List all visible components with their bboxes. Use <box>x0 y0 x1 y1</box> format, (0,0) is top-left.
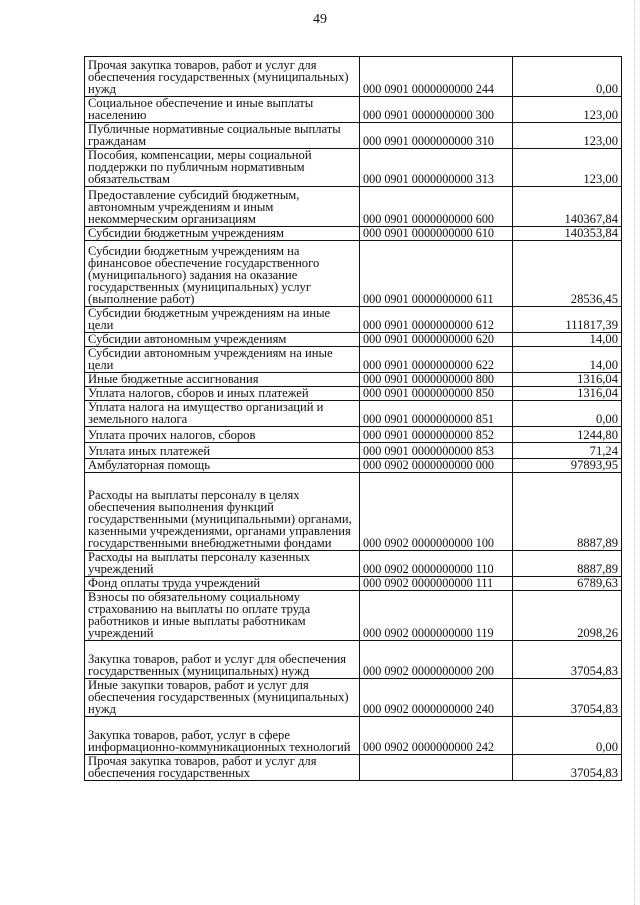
row-description-text: Фонд оплаты труда учреждений <box>88 576 261 590</box>
row-amount: 8887,89 <box>513 551 622 577</box>
table-row <box>85 459 622 473</box>
row-description-text: Субсидии бюджетным учреждениям на финансовое обеспечение государственного (муниципального) задания на оказание государственных (муниципальных) услуг (выполнение работ) <box>88 244 320 306</box>
row-description-text: Субсидии бюджетным учреждениям на иные цели <box>88 306 331 332</box>
row-description <box>85 679 360 717</box>
row-budget-code: 000 0901 0000000000 851 <box>360 401 513 427</box>
row-amount: 2098,26 <box>513 591 622 641</box>
row-amount: 123,00 <box>513 149 622 187</box>
row-budget-code: 000 0902 0000000000 100 <box>360 473 513 551</box>
row-amount: 8887,89 <box>513 473 622 551</box>
row-description <box>85 227 360 241</box>
row-budget-code: 000 0901 0000000000 850 <box>360 387 513 401</box>
row-description <box>85 443 360 459</box>
table-row <box>85 473 622 551</box>
row-description-text: Субсидии автономным учреждениям на иные цели <box>88 346 333 372</box>
scan-edge-line <box>634 0 636 905</box>
table-row <box>85 97 622 123</box>
row-description-text: Прочая закупка товаров, работ и услуг для обеспечения государственных <box>88 754 317 780</box>
row-description-text: Расходы на выплаты персоналу казенных учреждений <box>88 550 311 576</box>
row-description-text: Иные бюджетные ассигнования <box>88 372 259 386</box>
table-row <box>85 57 622 97</box>
row-description-text: Уплата налога на имущество организаций и земельного налога <box>88 400 324 426</box>
row-description <box>85 717 360 755</box>
row-description <box>85 241 360 307</box>
row-amount: 123,00 <box>513 97 622 123</box>
budget-table-body <box>85 57 622 781</box>
row-amount: 140367,84 <box>513 187 622 227</box>
row-description-text: Публичные нормативные социальные выплаты гражданам <box>88 122 341 148</box>
row-description-text: Иные закупки товаров, работ и услуг для обеспечения государственных (муниципальных) нужд <box>88 678 349 716</box>
table-row <box>85 241 622 307</box>
row-amount: 0,00 <box>513 717 622 755</box>
row-description-text: Уплата иных платежей <box>88 444 211 458</box>
row-description <box>85 591 360 641</box>
row-amount: 1316,04 <box>513 373 622 387</box>
row-description <box>85 551 360 577</box>
table-row <box>85 755 622 781</box>
row-budget-code: 000 0902 0000000000 240 <box>360 679 513 717</box>
row-budget-code: 000 0901 0000000000 610 <box>360 227 513 241</box>
table-row <box>85 717 622 755</box>
table-row <box>85 149 622 187</box>
row-amount: 37054,83 <box>513 755 622 781</box>
row-description <box>85 577 360 591</box>
row-budget-code: 000 0901 0000000000 300 <box>360 97 513 123</box>
row-description-text: Пособия, компенсации, меры социальной поддержки по публичным нормативным обязательствам <box>88 148 312 186</box>
row-description <box>85 641 360 679</box>
row-budget-code: 000 0901 0000000000 310 <box>360 123 513 149</box>
row-budget-code: 000 0902 0000000000 119 <box>360 591 513 641</box>
row-budget-code: 000 0902 0000000000 110 <box>360 551 513 577</box>
row-budget-code: 000 0901 0000000000 852 <box>360 427 513 443</box>
row-budget-code: 000 0901 0000000000 244 <box>360 57 513 97</box>
row-description-text: Закупка товаров, работ, услуг в сфере информационно-коммуникационных технологий <box>88 728 351 754</box>
row-description-text: Субсидии автономным учреждениям <box>88 332 287 346</box>
row-description-text: Расходы на выплаты персоналу в целях обеспечения выполнения функций государственными (муниципальными) органами, казенными учреждениями, органами управления государственными внебюджетными фондами <box>88 488 352 550</box>
row-description <box>85 373 360 387</box>
row-amount: 97893,95 <box>513 459 622 473</box>
row-amount: 111817,39 <box>513 307 622 333</box>
row-budget-code: 000 0901 0000000000 620 <box>360 333 513 347</box>
table-row <box>85 551 622 577</box>
row-amount: 1316,04 <box>513 387 622 401</box>
row-description <box>85 387 360 401</box>
row-amount: 1244,80 <box>513 427 622 443</box>
row-budget-code: 000 0901 0000000000 612 <box>360 307 513 333</box>
page-number: 49 <box>313 12 327 27</box>
row-description <box>85 347 360 373</box>
row-description <box>85 97 360 123</box>
row-description <box>85 459 360 473</box>
row-amount: 140353,84 <box>513 227 622 241</box>
row-description <box>85 307 360 333</box>
row-amount: 6789,63 <box>513 577 622 591</box>
table-row <box>85 307 622 333</box>
table-row <box>85 641 622 679</box>
row-budget-code: 000 0901 0000000000 313 <box>360 149 513 187</box>
table-row <box>85 123 622 149</box>
table-row <box>85 443 622 459</box>
row-budget-code: 000 0901 0000000000 611 <box>360 241 513 307</box>
row-budget-code: 000 0901 0000000000 622 <box>360 347 513 373</box>
table-row <box>85 401 622 427</box>
row-budget-code: 000 0902 0000000000 242 <box>360 717 513 755</box>
row-description <box>85 333 360 347</box>
row-amount: 14,00 <box>513 333 622 347</box>
row-description-text: Предоставление субсидий бюджетным, автономным учреждениям и иным некоммерческим организациям <box>88 188 300 226</box>
row-description <box>85 187 360 227</box>
table-row <box>85 577 622 591</box>
row-amount: 0,00 <box>513 401 622 427</box>
row-description-text: Уплата прочих налогов, сборов <box>88 428 256 442</box>
table-row <box>85 591 622 641</box>
row-amount: 0,00 <box>513 57 622 97</box>
row-description <box>85 57 360 97</box>
row-description-text: Амбулаторная помощь <box>88 458 210 472</box>
row-description-text: Социальное обеспечение и иные выплаты населению <box>88 96 314 122</box>
row-budget-code: 000 0901 0000000000 800 <box>360 373 513 387</box>
table-row <box>85 679 622 717</box>
table-row <box>85 187 622 227</box>
row-description <box>85 473 360 551</box>
row-budget-code: 000 0901 0000000000 600 <box>360 187 513 227</box>
table-row <box>85 347 622 373</box>
row-budget-code <box>360 755 513 781</box>
row-description <box>85 755 360 781</box>
budget-table <box>84 56 622 781</box>
table-row <box>85 427 622 443</box>
row-budget-code: 000 0902 0000000000 111 <box>360 577 513 591</box>
row-amount: 28536,45 <box>513 241 622 307</box>
row-budget-code: 000 0902 0000000000 000 <box>360 459 513 473</box>
row-budget-code: 000 0902 0000000000 200 <box>360 641 513 679</box>
row-budget-code: 000 0901 0000000000 853 <box>360 443 513 459</box>
row-description-text: Взносы по обязательному социальному страхованию на выплаты по оплате труда работников и иные выплаты работникам учреждений <box>88 590 311 640</box>
row-amount: 14,00 <box>513 347 622 373</box>
row-description <box>85 149 360 187</box>
table-row <box>85 227 622 241</box>
row-description <box>85 123 360 149</box>
table-row <box>85 373 622 387</box>
table-row <box>85 387 622 401</box>
row-description-text: Закупка товаров, работ и услуг для обеспечения государственных (муниципальных) нужд <box>88 652 347 678</box>
row-description <box>85 427 360 443</box>
row-description-text: Уплата налогов, сборов и иных платежей <box>88 386 309 400</box>
row-description-text: Субсидии бюджетным учреждениям <box>88 226 284 240</box>
row-description-text: Прочая закупка товаров, работ и услуг для обеспечения государственных (муниципальных) нужд <box>88 58 349 96</box>
table-row <box>85 333 622 347</box>
row-amount: 123,00 <box>513 123 622 149</box>
row-amount: 37054,83 <box>513 679 622 717</box>
row-amount: 37054,83 <box>513 641 622 679</box>
row-amount: 71,24 <box>513 443 622 459</box>
row-description <box>85 401 360 427</box>
